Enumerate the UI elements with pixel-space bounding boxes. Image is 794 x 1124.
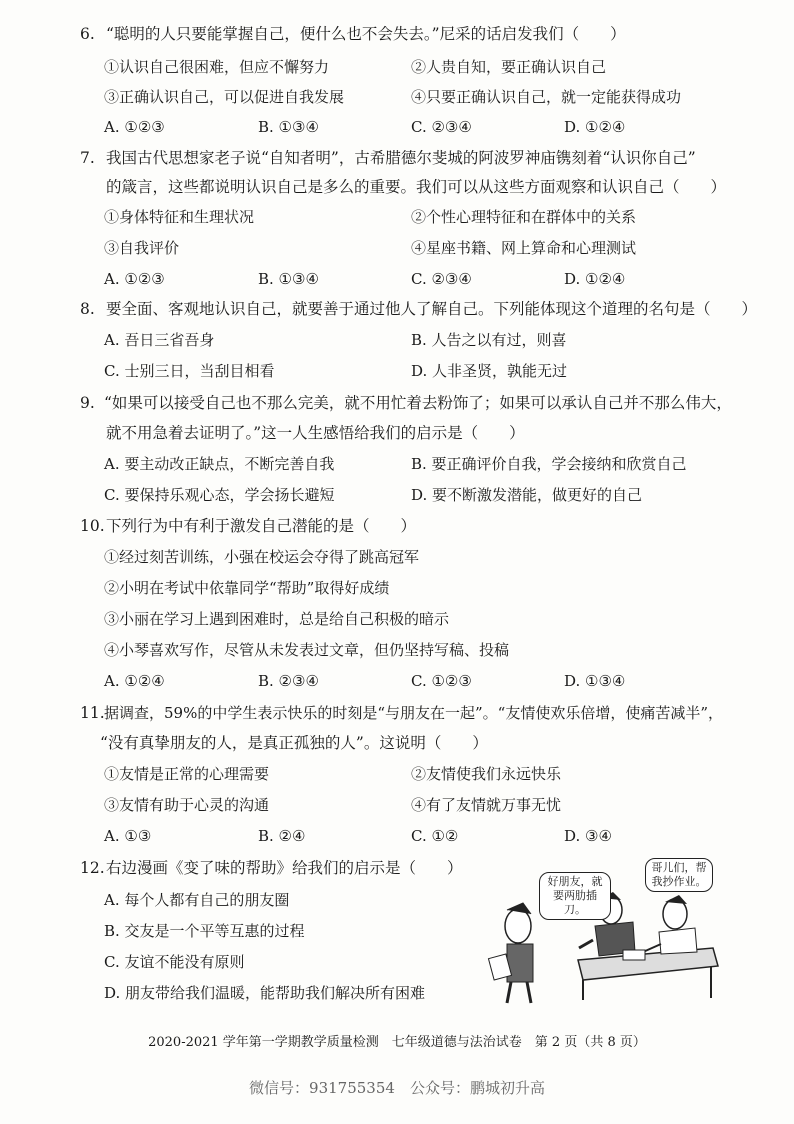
question-6-choice-d: D. ①②④ bbox=[564, 118, 626, 136]
question-8-choice-b: B. 人告之以有过，则喜 bbox=[411, 331, 567, 349]
question-12-choice-c: C. 友谊不能没有原则 bbox=[104, 953, 245, 971]
question-6-choice-b: B. ①③④ bbox=[258, 118, 319, 136]
question-10-number: 10. bbox=[80, 517, 105, 535]
comic-illustration bbox=[483, 848, 723, 1008]
question-11-item-4: ④有了友情就万事无忧 bbox=[411, 796, 562, 814]
question-7-stem-line-1: 我国古代思想家老子说“自知者明”，古希腊德尔斐城的阿波罗神庙镌刻着“认识你自己” bbox=[106, 149, 696, 167]
question-11-stem-line-1: 据调查，59%的中学生表示快乐的时刻是“与朋友在一起”。“友情使欢乐倍增，使痛苦减半”， bbox=[104, 704, 724, 722]
question-6-choice-c: C. ②③④ bbox=[411, 118, 472, 136]
speech-bubble-right: 哥儿们，帮我抄作业。 bbox=[645, 858, 713, 892]
question-10-item-2: ②小明在考试中依靠同学“帮助”取得好成绩 bbox=[104, 579, 390, 597]
question-12-choice-b: B. 交友是一个平等互惠的过程 bbox=[104, 922, 305, 940]
question-11-item-2: ②友情使我们永远快乐 bbox=[411, 765, 562, 783]
question-9-choice-c: C. 要保持乐观心态，学会扬长避短 bbox=[104, 486, 335, 504]
question-10-choice-b: B. ②③④ bbox=[258, 672, 319, 690]
question-11-stem-line-2: “没有真挚朋友的人，是真正孤独的人”。这说明（ ） bbox=[100, 734, 488, 752]
question-7-choice-b: B. ①③④ bbox=[258, 270, 319, 288]
question-7-choice-a: A. ①②③ bbox=[104, 270, 165, 288]
question-8-choice-a: A. 吾日三省吾身 bbox=[104, 331, 215, 349]
question-6-item-1: ①认识自己很困难，但应不懈努力 bbox=[104, 58, 330, 76]
question-6-item-4: ④只要正确认识自己，就一定能获得成功 bbox=[411, 88, 682, 106]
question-7-item-4: ④星座书籍、网上算命和心理测试 bbox=[411, 239, 637, 257]
question-6-stem: “聪明的人只要能掌握自己，便什么也不会失去。”尼采的话启发我们（ ） bbox=[106, 25, 626, 43]
question-8-stem: 要全面、客观地认识自己，就要善于通过他人了解自己。下列能体现这个道理的名句是（ ） bbox=[106, 300, 758, 318]
question-12-stem: 右边漫画《变了味的帮助》给我们的启示是（ ） bbox=[106, 859, 463, 877]
question-7-stem-line-2: 的箴言，这些都说明认识自己是多么的重要。我们可以从这些方面观察和认识自己（ ） bbox=[106, 178, 727, 196]
question-10-choice-a: A. ①②④ bbox=[104, 672, 165, 690]
question-10-item-4: ④小琴喜欢写作，尽管从未发表过文章，但仍坚持写稿、投稿 bbox=[104, 641, 510, 659]
question-9-number: 9. bbox=[80, 394, 95, 412]
question-12-number: 12. bbox=[80, 859, 105, 877]
question-11-choice-c: C. ①② bbox=[411, 827, 459, 845]
question-11-choice-b: B. ②④ bbox=[258, 827, 306, 845]
question-10-stem: 下列行为中有利于激发自己潜能的是（ ） bbox=[106, 517, 417, 535]
watermark: 微信号：931755354 公众号：鹏城初升高 bbox=[249, 1079, 545, 1097]
question-11-item-1: ①友情是正常的心理需要 bbox=[104, 765, 270, 783]
question-11-item-3: ③友情有助于心灵的沟通 bbox=[104, 796, 270, 814]
page-footer: 2020-2021 学年第一学期教学质量检测 七年级道德与法治试卷 第 2 页（共 8 页） bbox=[148, 1035, 646, 1050]
question-7-item-3: ③自我评价 bbox=[104, 239, 180, 257]
question-11-number: 11. bbox=[80, 704, 105, 722]
question-9-stem-line-2: 就不用急着去证明了。”这一人生感悟给我们的启示是（ ） bbox=[106, 424, 525, 442]
question-10-item-1: ①经过刻苦训练，小强在校运会夺得了跳高冠军 bbox=[104, 548, 420, 566]
question-10-choice-d: D. ①③④ bbox=[564, 672, 626, 690]
question-8-choice-c: C. 士别三日，当刮目相看 bbox=[104, 362, 275, 380]
question-6-number: 6. bbox=[80, 25, 95, 43]
question-6-choice-a: A. ①②③ bbox=[104, 118, 165, 136]
question-7-number: 7. bbox=[80, 149, 95, 167]
question-8-number: 8. bbox=[80, 300, 95, 318]
question-9-choice-d: D. 要不断激发潜能，做更好的自己 bbox=[411, 486, 643, 504]
question-9-choice-a: A. 要主动改正缺点，不断完善自我 bbox=[104, 455, 335, 473]
question-10-item-3: ③小丽在学习上遇到困难时，总是给自己积极的暗示 bbox=[104, 610, 450, 628]
question-7-item-1: ①身体特征和生理状况 bbox=[104, 208, 255, 226]
question-9-stem-line-1: “如果可以接受自己也不那么完美，就不用忙着去粉饰了；如果可以承认自己并不那么伟大， bbox=[104, 394, 732, 412]
speech-bubble-left: 好朋友，就要两肋插刀。 bbox=[539, 872, 611, 920]
question-9-choice-b: B. 要正确评价自我，学会接纳和欣赏自己 bbox=[411, 455, 687, 473]
question-6-item-2: ②人贵自知，要正确认识自己 bbox=[411, 58, 607, 76]
question-11-choice-a: A. ①③ bbox=[104, 827, 152, 845]
question-12-choice-a: A. 每个人都有自己的朋友圈 bbox=[104, 891, 290, 909]
question-7-choice-d: D. ①②④ bbox=[564, 270, 626, 288]
question-7-choice-c: C. ②③④ bbox=[411, 270, 472, 288]
question-10-choice-c: C. ①②③ bbox=[411, 672, 472, 690]
question-6-item-3: ③正确认识自己，可以促进自我发展 bbox=[104, 88, 345, 106]
question-8-choice-d: D. 人非圣贤，孰能无过 bbox=[411, 362, 568, 380]
question-7-item-2: ②个性心理特征和在群体中的关系 bbox=[411, 208, 637, 226]
question-12-choice-d: D. 朋友带给我们温暖，能帮助我们解决所有困难 bbox=[104, 984, 426, 1002]
question-11-choice-d: D. ③④ bbox=[564, 827, 612, 845]
